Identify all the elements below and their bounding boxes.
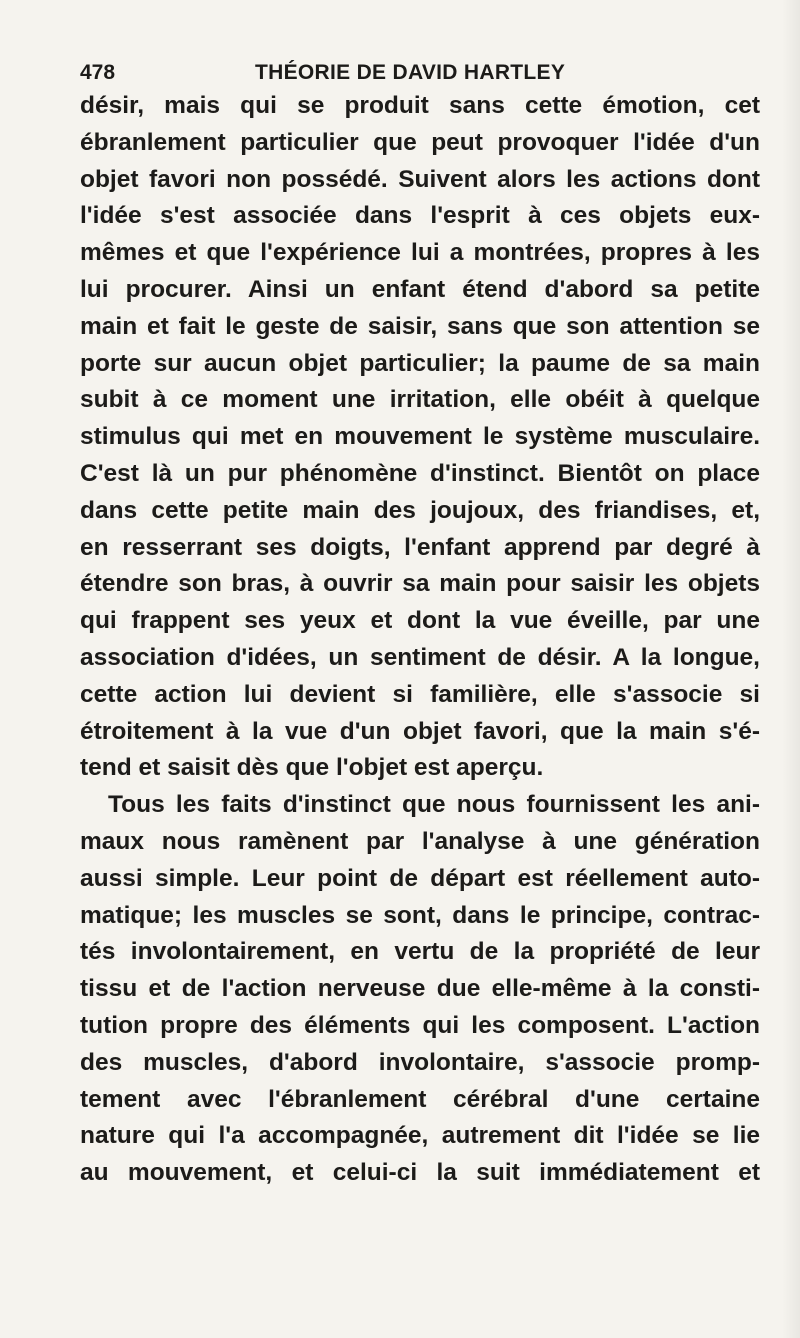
text-line: désir, mais qui se produit sans cette émotion, cet — [80, 92, 760, 119]
text-line: étendre son bras, à ouvrir sa main pour saisir les objets — [80, 570, 760, 598]
text-line: main et fait le geste de saisir, sans que son attention se — [80, 312, 760, 340]
text-line: stimulus qui met en mouvement le système musculaire. — [80, 423, 760, 451]
text-line: matique; les muscles se sont, dans le principe, contrac- — [80, 901, 760, 929]
text-line: tution propre des éléments qui les composent. L'action — [80, 1011, 760, 1039]
text-line: tissu et de l'action nerveuse due elle-même à la consti- — [80, 975, 760, 1003]
text-line: ébranlement particulier que peut provoquer l'idée d'un — [80, 128, 760, 156]
text-line: au mouvement, et celui-ci la suit immédiatement et — [80, 1159, 760, 1187]
text-line: tés involontairement, en vertu de la propriété de leur — [80, 938, 760, 966]
text-line: en resserrant ses doigts, l'enfant apprend par degré à — [80, 533, 760, 561]
text-line: association d'idées, un sentiment de désir. A la longue, — [80, 643, 760, 671]
running-title: THÉORIE DE DAVID HARTLEY — [255, 61, 566, 84]
text-line: Tous les faits d'instinct que nous fournissent les ani- — [108, 791, 760, 819]
text-line: nature qui l'a accompagnée, autrement dit l'idée se lie — [80, 1122, 760, 1150]
text-line: mêmes et que l'expérience lui a montrées, propres à les — [80, 239, 760, 267]
text-line: lui procurer. Ainsi un enfant étend d'abord sa petite — [80, 275, 760, 303]
text-line: aussi simple. Leur point de départ est réellement auto- — [80, 864, 760, 892]
page-number: 478 — [80, 61, 116, 84]
text-line: l'idée s'est associée dans l'esprit à ces objets eux- — [80, 202, 760, 230]
page-header — [80, 58, 750, 88]
text-line: tement avec l'ébranlement cérébral d'une certaine — [80, 1085, 760, 1113]
text-line: subit à ce moment une irritation, elle obéit à quelque — [80, 386, 760, 414]
text-line: porte sur aucun objet particulier; la paume de sa main — [80, 349, 760, 377]
text-line: étroitement à la vue d'un objet favori, que la main s'é- — [80, 717, 760, 745]
text-line: C'est là un pur phénomène d'instinct. Bientôt on place — [80, 459, 760, 487]
text-line: dans cette petite main des joujoux, des friandises, et, — [80, 496, 760, 524]
text-line: des muscles, d'abord involontaire, s'associe promp- — [80, 1048, 760, 1076]
body-text — [80, 88, 760, 1192]
text-line: maux nous ramènent par l'analyse à une génération — [80, 827, 760, 855]
text-line: tend et saisit dès que l'objet est aperçu. — [80, 754, 544, 782]
text-line: cette action lui devient si familière, elle s'associe si — [80, 680, 760, 708]
text-line: objet favori non possédé. Suivent alors les actions dont — [80, 165, 760, 193]
page-edge-shade — [782, 0, 800, 1338]
text-line: qui frappent ses yeux et dont la vue éveille, par une — [80, 607, 760, 635]
